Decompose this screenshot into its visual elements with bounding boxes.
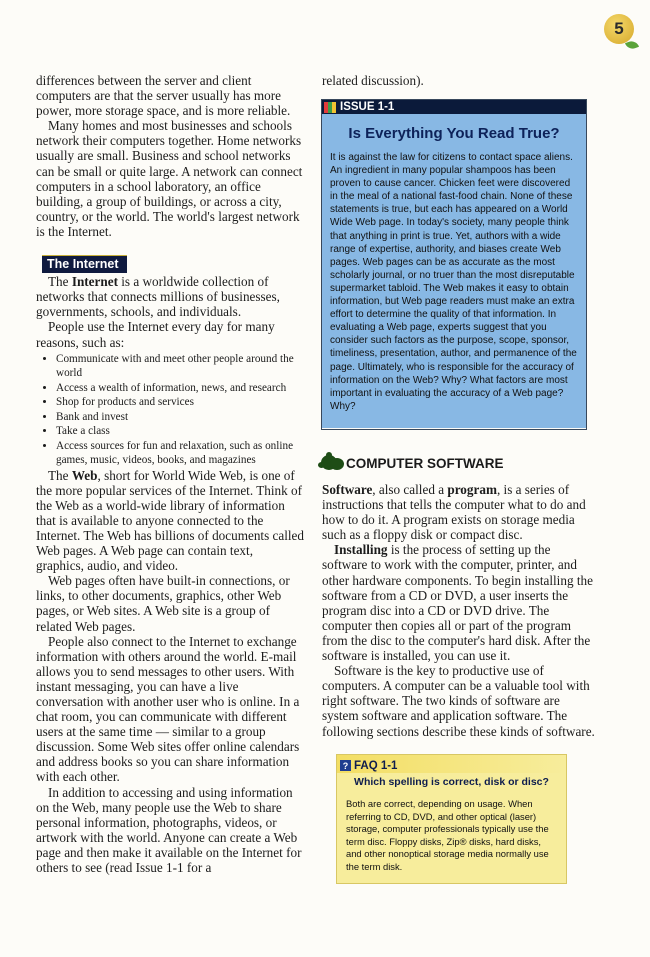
issue-label: ISSUE 1-1 [340, 101, 395, 113]
list-item: • Access sources for fun and relaxation, such as online games, music, videos, books, and magazines [56, 439, 304, 468]
paragraph-software-key: Software is the key to productive use of computers. A computer can be a valuable tool with right software. The two kinds of software are system software and application software. The following sections describe these kinds of software. [322, 663, 595, 739]
internet-uses-list [36, 352, 304, 468]
ink-blot-icon [318, 452, 346, 474]
page-number: 5 [614, 19, 624, 38]
text-lead: The [48, 274, 72, 290]
text-rest: is a worldwide collection of networks that connects millions of businesses, governments, schools, and individuals. [36, 274, 280, 320]
paragraph-internet-definition [36, 274, 304, 319]
text-rest: is the process of setting up the software to work with the computer, printer, and other hardware components. To begin installing the software from a CD or DVD, a user inserts the program disc into a CD or DVD drive. The computer then copies all or part of the program from the disc to the computer's hard disk. After the software is installed, you can use it. [322, 542, 593, 664]
term-web: Web [71, 467, 98, 483]
paragraph-server-client: differences between the server and client computers are that the server usually has more power, more storage space, and is more reliable. [36, 73, 291, 119]
paragraph-web-definition [36, 468, 304, 574]
page-number-badge [604, 14, 634, 44]
question-icon: ? [340, 760, 351, 771]
faq-header [337, 755, 566, 773]
right-column-body [322, 482, 597, 739]
issue-box [321, 99, 587, 430]
right-column-top [322, 73, 590, 88]
section-title: COMPUTER SOFTWARE [346, 455, 504, 471]
paragraph-internet-uses: People use the Internet every day for many reasons, such as: [36, 319, 275, 350]
faq-label: FAQ 1-1 [354, 759, 398, 772]
issue-body [322, 114, 586, 428]
issue-title: Is Everything You Read True? [348, 125, 560, 142]
issue-icon [324, 102, 336, 113]
term-program: program [447, 482, 497, 497]
text-rest: , is a series of instructions that tells the computer what to do and how to do it. A program exists on storage media such as a floppy disk or compact disc. [322, 482, 586, 543]
paragraph-software-definition [322, 482, 597, 542]
text-rest: , short for World Wide Web, is one of the more popular services of the Internet. Think of the Web as a world-wide library of information that is available to anyone connected to the Internet. The Web has billions of documents called Web pages. A Web page can contain text, graphics, audio, and video. [36, 467, 304, 574]
leaf-icon [625, 39, 639, 51]
faq-text: Both are correct, depending on usage. When referring to CD, DVD, and other optical (laser) storage, computer professionals typically use the term disc. Floppy disks, Zip® disks, hard disks, and other nonoptical storage media normally use the term disk. [346, 798, 549, 872]
issue-header [322, 100, 586, 114]
paragraph-exchange-info: People also connect to the Internet to exchange information with others around the world. E-mail allows you to send messages to other users. With instant messaging, you can have a live conversation with another user who is online. In a chat room, you can communicate with different users at the same time — similar to a group discussion. Some Web sites offer online calendars and address books so you can share information with each other. [36, 633, 300, 785]
faq-title: Which spelling is correct, disk or disc? [354, 776, 549, 788]
section-heading-software [318, 452, 504, 474]
term-internet: Internet [71, 274, 118, 290]
term-software: Software [322, 482, 373, 497]
paragraph-web-links: Web pages often have built-in connections, or links, to other documents, graphics, other Web pages, or Web sites. A Web site is a group of related Web pages. [36, 573, 290, 634]
faq-box [336, 754, 567, 884]
term-installing: Installing [334, 542, 388, 558]
list-item: • Communicate with and meet other people around the world [56, 352, 304, 381]
list-item: • Bank and invest [56, 410, 304, 425]
list-item: • Shop for products and services [56, 395, 304, 410]
section-heading-internet: The Internet [42, 255, 127, 273]
list-item: • Access a wealth of information, news, and research [56, 381, 304, 396]
text-mid: , also called a [372, 482, 448, 497]
list-item: • Take a class [56, 424, 304, 439]
text-lead: The [48, 467, 72, 483]
issue-text: It is against the law for citizens to contact space aliens. An ingredient in many popular shampoos has been proven to cause cancer. Chicken feet were discovered in the meal of a national fast-food chain. None of these statements is true, but each has appeared on a World Wide Web page. In today's society, many people think that anything in print is true. Yet, authors with a wide range of expertise, authority, and biases create Web pages. Web pages can be as accurate as the most scholarly journal, or no truer than the most disreputable supermarket tabloid. The Web makes it easy to obtain information, but Web page readers must make an extra effort to determine the quality of that information. In evaluating a Web page, experts suggest that you consider such factors as the purpose, scope, sponsor, timeliness, presentation, author, and permanence of the page. Ultimately, who is responsible for the accuracy of information on the Web? Why? What factors are most important in evaluating the accuracy of a Web page? Why? [330, 152, 577, 412]
paragraph-networks: Many homes and most businesses and schools network their computers together. Home networks usually are small. Business and school networks can be small or quite large. A network can connect computers in a school laboratory, an office building, a group of buildings, or across a city, country, or the world. The world's largest network is the Internet. [36, 118, 303, 239]
left-column [36, 73, 304, 875]
paragraph-installing [322, 542, 597, 663]
paragraph-continued: related discussion). [322, 73, 424, 88]
paragraph-share-info: In addition to accessing and using information on the Web, many people use the Web to share personal information, photographs, videos, or artwork with the world. Anyone can create a Web page and then make it available on the Internet for others to see (read Issue 1-1 for a [36, 784, 302, 876]
